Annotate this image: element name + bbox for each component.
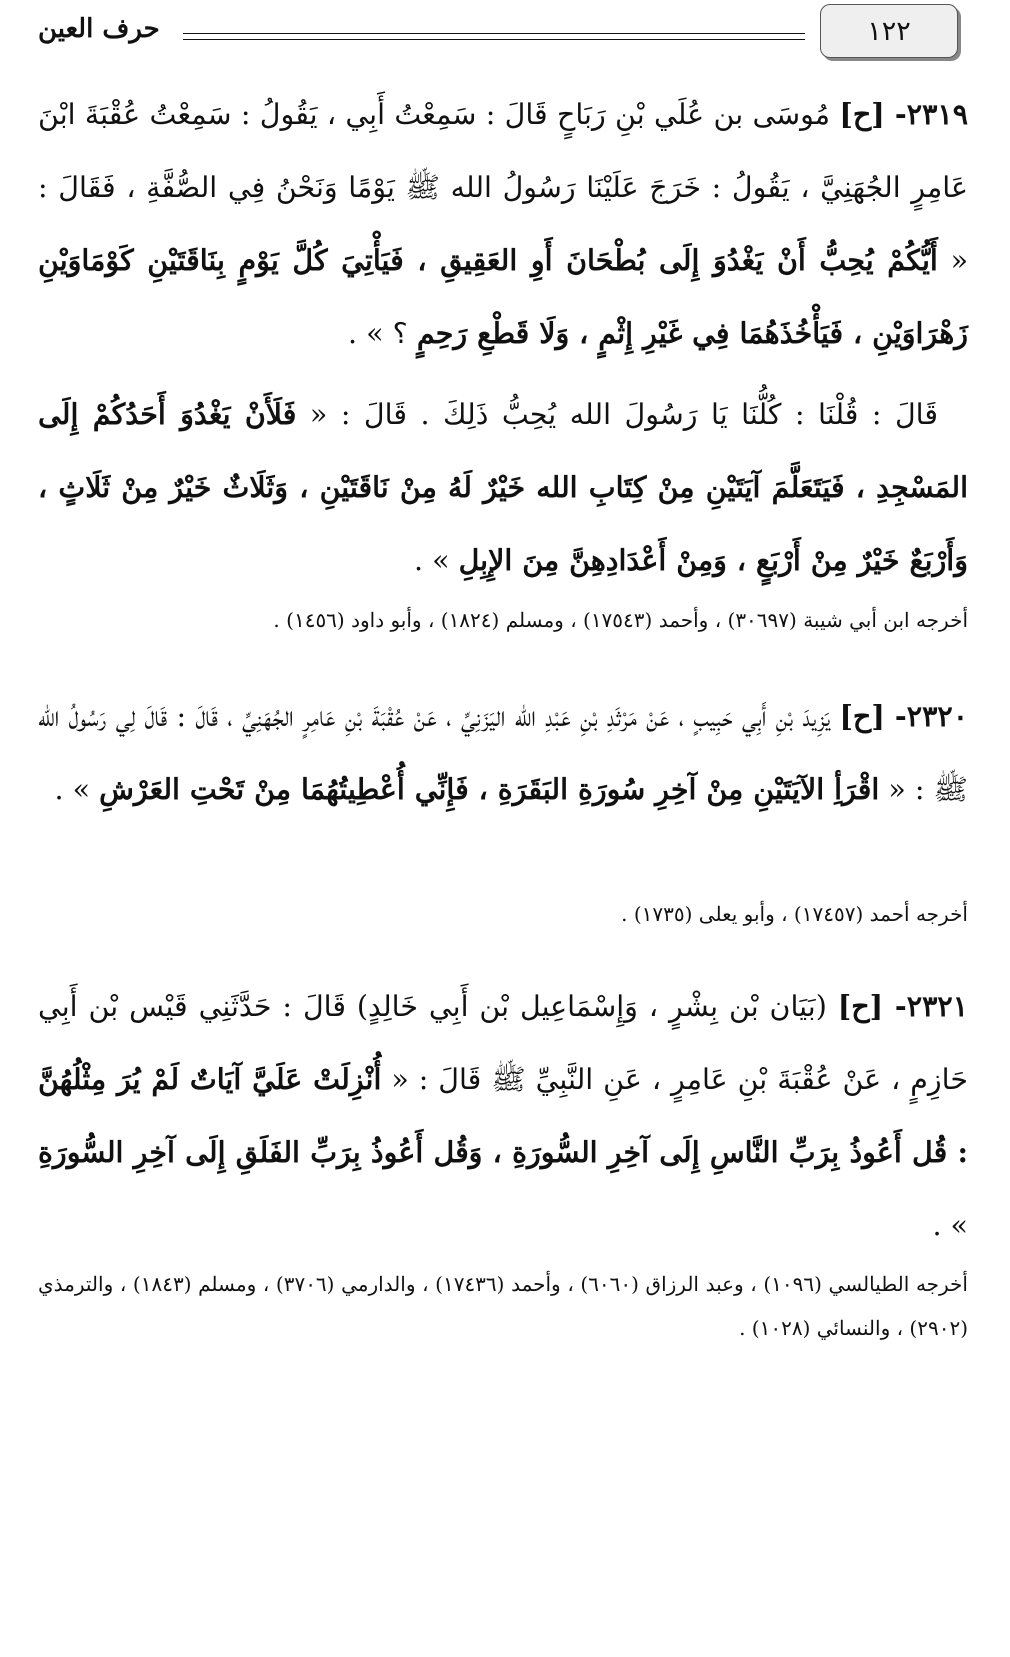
page-number-box — [820, 4, 958, 58]
page-number: ١٢٢ — [867, 15, 911, 47]
takhrij-2319: أخرجه ابن أبي شيبة (٣٠٦٩٧) ، وأحمد (١٧٥٤٣) ، ومسلم (١٨٢٤) ، وأبو داود (١٤٥٦) . — [273, 608, 968, 632]
hadith-number: ٢٣١٩- [ح] — [839, 97, 968, 131]
header-rule — [183, 33, 805, 40]
hadith-closing: » . — [54, 773, 100, 806]
hadith-number: ٢٣٢٠- [ح] — [839, 699, 968, 733]
takhrij-2321: أخرجه الطيالسي (١٠٩٦) ، وعبد الرزاق (٦٠٦٠) ، وأحمد (١٧٤٣٦) ، والدارمي (٣٧٠٦) ، ومسلم (١٨٤٣) ، والترمذي (٢٩٠٢) ، والنسائي (١٠٢٨) . — [38, 1272, 968, 1340]
hadith-closing: » . — [932, 1209, 968, 1242]
hadith-matn: أَيُّكُمْ يُحِبُّ أَنْ يَغْدُوَ إِلَى بُطْحَانَ أَوِ العَقِيقِ ، فَيَأْتِيَ كُلَّ يَوْمٍ بِنَاقَتَيْنِ كَوْمَاوَيْنِ زَهْرَاوَيْنِ ، فَيَأْخُذَهُمَا فِي غَيْرِ إِثْمٍ ، وَلَا قَطْعِ رَحِمٍ — [38, 243, 968, 350]
hadith-2320 — [38, 680, 968, 826]
hadith-2319-continuation — [38, 378, 968, 597]
hadith-isnad: يَزِيدَ بْنِ أَبِي حَبِيبٍ ، عَنْ مَرْثَدِ بْنِ عَبْدِ الله اليَزَنِيِّ ، عَنْ عُقْبَةَ بْنِ عَامِرٍ الجُهَنِيِّ ، قَالَ : قَالَ لِي رَسُولُ الله ﷺ : « — [38, 700, 968, 806]
hadith-closing: ؟ » . — [348, 317, 417, 350]
hadith-number: ٢٣٢١- [ح] — [837, 989, 968, 1023]
hadith-text: قَالَ : قُلْنَا : كُلُّنَا يَا رَسُولَ الله يُحِبُّ ذَلِكَ . قَالَ : « — [296, 398, 938, 431]
takhrij-2320: أخرجه أحمد (١٧٤٥٧) ، وأبو يعلى (١٧٣٥) . — [621, 902, 968, 926]
hadith-closing: » . — [413, 544, 459, 577]
hadith-isnad: (بَيَان بْن بِشْرٍ ، وَإِسْمَاعِيل بْن أَبِي خَالِدٍ) قَالَ : حَدَّثَنِي قَيْس بْن أَبِي حَازِمٍ ، عَنْ عُقْبَةَ بْنِ عَامِرٍ ، عَنِ النَّبِيِّ ﷺ قَالَ : « — [38, 990, 968, 1096]
hadith-2321 — [38, 970, 968, 1262]
chapter-title: حرف العين — [38, 14, 160, 44]
hadith-isnad: مُوسَى بن عُلَي بْنِ رَبَاحٍ قَالَ : سَمِعْتُ أَبِي ، يَقُولُ : سَمِعْتُ عُقْبَةَ ابْنَ عَامِرٍ الجُهَنِيَّ ، يَقُولُ : خَرَجَ عَلَيْنَا رَسُولُ الله ﷺ يَوْمًا وَنَحْنُ فِي الصُّفَّةِ ، فَقَالَ : « — [38, 98, 969, 277]
hadith-matn: فَلَأَنْ يَغْدُوَ أَحَدُكُمْ إِلَى المَسْجِدِ ، فَيَتَعَلَّمَ آيَتَيْنِ مِنْ كِتَابِ الله خَيْرٌ لَهُ مِنْ نَاقَتَيْنِ ، وَثَلَاثٌ خَيْرٌ مِنْ ثَلَاثٍ ، وَأَرْبَعٌ خَيْرٌ مِنْ أَرْبَعٍ ، وَمِنْ أَعْدَادِهِنَّ مِنَ الإِبِلِ — [38, 397, 968, 577]
hadith-matn: أُنْزِلَتْ عَلَيَّ آيَاتٌ لَمْ يُرَ مِثْلُهُنَّ : قُل أَعُوذُ بِرَبِّ النَّاسِ إِلَى آخِرِ السُّورَةِ ، وَقُل أَعُوذُ بِرَبِّ الفَلَقِ إِلَى آخِرِ السُّورَةِ — [38, 1062, 968, 1169]
hadith-2319 — [38, 78, 968, 370]
hadith-matn: اقْرَأِ الآيَتَيْنِ مِنْ آخِرِ سُورَةِ البَقَرَةِ ، فَإِنِّي أُعْطِيتُهُمَا مِنْ تَحْتِ العَرْشِ — [99, 772, 880, 806]
